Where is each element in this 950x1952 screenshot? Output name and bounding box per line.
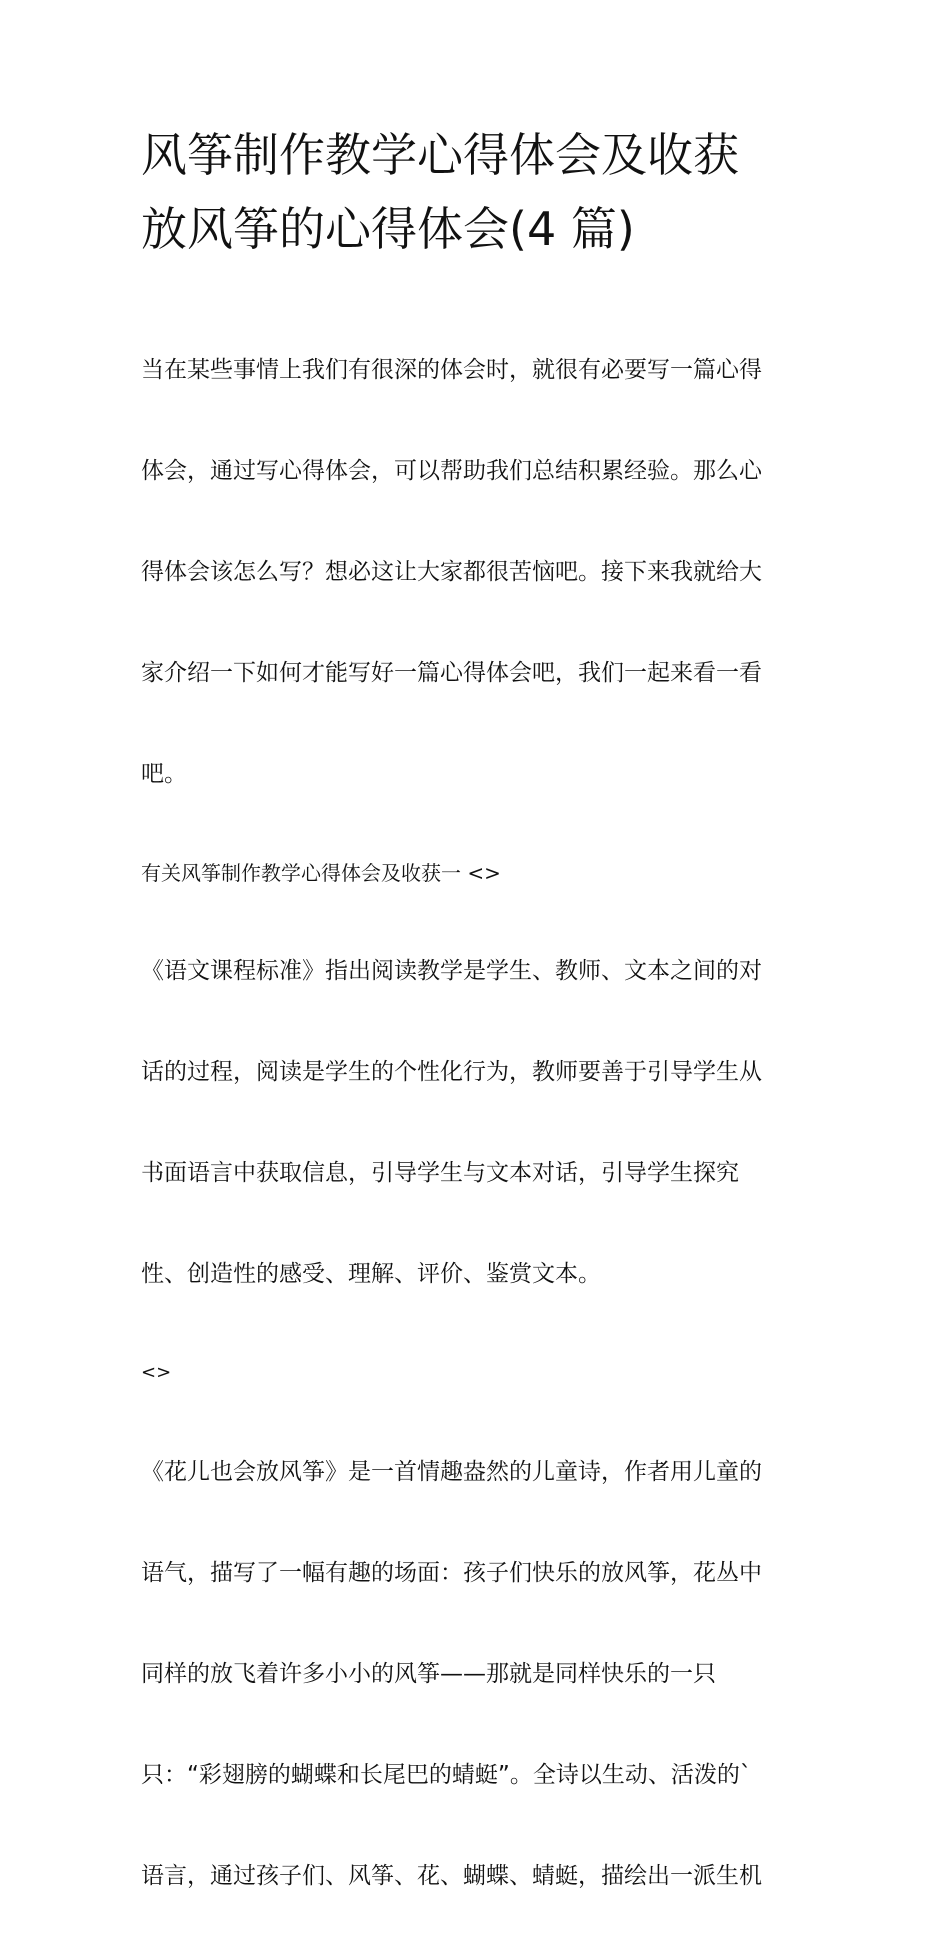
paragraph-curriculum [141,896,813,1351]
title-line: 放风筝的心得体会(4 篇) [141,202,635,256]
text-line: 语言，通过孩子们、风筝、花、蝴蝶、蜻蜓，描绘出一派生机 [141,1862,762,1889]
text-line: 体会，通过写心得体会，可以帮助我们总结积累经验。那么心 [141,457,762,484]
text-line: 性、创造性的感受、理解、评价、鉴赏文本。 [141,1261,601,1287]
text-line: 当在某些事情上我们有很深的体会时，就很有必要写一篇心得 [141,356,762,383]
text-line: 吧。 [141,760,187,787]
document-title [141,118,813,266]
text-line: 得体会该怎么写？想必这让大家都很苦恼吧。接下来我就给大 [141,558,762,585]
intro-paragraph [141,294,813,850]
text-line: 只：“彩翅膀的蝴蝶和长尾巴的蜻蜓”。全诗以生动、活泼的` [141,1761,752,1788]
section-heading: 有关风筝制作教学心得体会及收获一 <> [141,860,501,885]
text-line: 《语文课程标准》指出阅读教学是学生、教师、文本之间的对 [141,958,762,984]
text-line: 书面语言中获取信息，引导学生与文本对话，引导学生探究 [141,1160,739,1186]
document-page [141,118,813,1952]
text-line: 家介绍一下如何才能写好一篇心得体会吧，我们一起来看一看 [141,659,762,686]
text-line: 同样的放飞着许多小小的风筝——那就是同样快乐的一只 [141,1660,716,1687]
text-line: 《花儿也会放风筝》是一首情趣盎然的儿童诗，作者用儿童的 [141,1458,762,1485]
text-line: 话的过程，阅读是学生的个性化行为，教师要善于引导学生从 [141,1059,762,1085]
section-marker: <> [141,1362,172,1383]
document-body [141,294,813,1952]
text-line: 语气，描写了一幅有趣的场面：孩子们快乐的放风筝，花丛中 [141,1559,762,1586]
paragraph-poem [141,1396,813,1952]
title-line: 风筝制作教学心得体会及收获 [141,128,739,182]
